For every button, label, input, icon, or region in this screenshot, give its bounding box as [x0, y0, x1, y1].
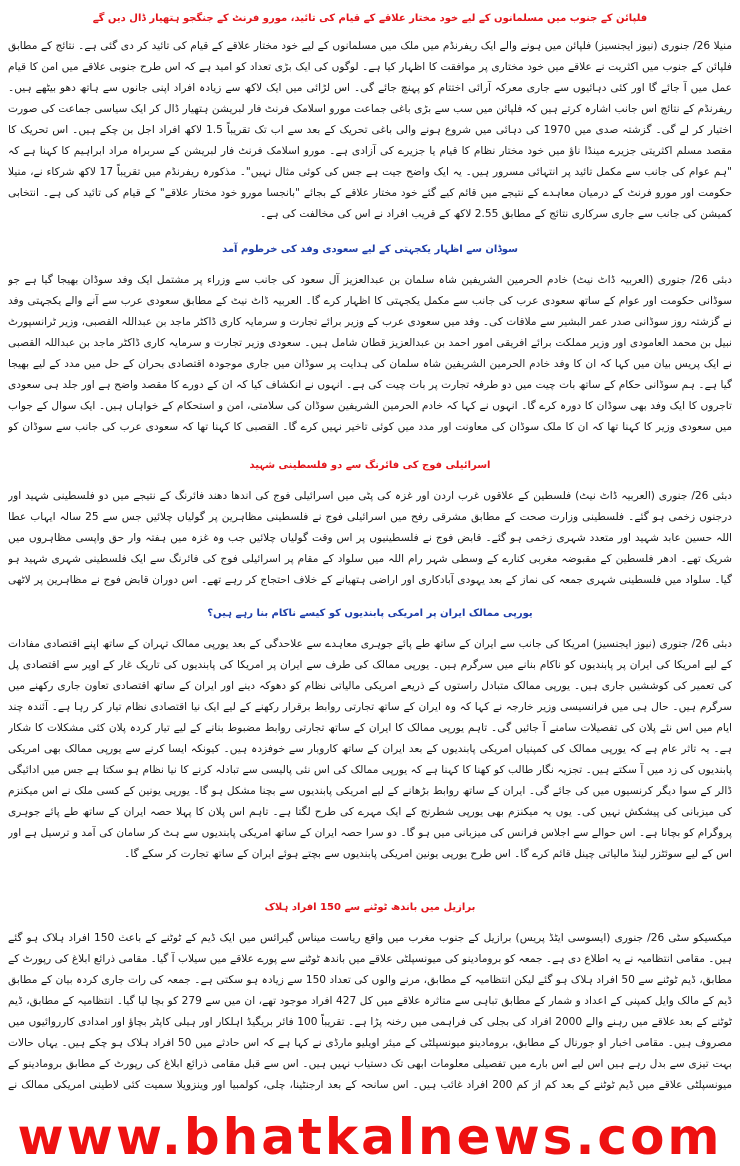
- article-body: دبئی 26/ جنوری (العربیہ ڈاٹ نیٹ) فلسطین کے علاقوں غرب اردن اور غزہ کی پٹی میں اسرائیلی فوج کی اندھا دھند فائرنگ کے نتیجے میں دو فلسطینی شہید اور درجنوں زخمی ہو گئے۔ فلسطینی وزارت صحت کے مطابق مشرقی رفح میں اسرائیلی فوج نے فلسطینی مظاہرین پر گولیاں چلائیں جس سے 25 سالہ ایہاب عطا اللہ حسین عابد شہید اور متعدد شہری زخمی ہو گئے۔ قابض فوج نے فلسطینیوں پر اس وقت گولیاں چلائیں جب وہ غزہ میں ہفتہ وار حق واپسی مظاہروں میں شریک تھے۔ ادھر فلسطین کے مقبوضہ مغربی کنارے کے وسطی شہر رام اللہ میں سلواد کے مقام پر اسرائیلی فوج کی فائرنگ سے ایک فلسطینی شہری شہید ہو گیا۔ سلواد میں فلسطینی شہری جمعہ کی نماز کے بعد یہودی آبادکاری اور اراضی ہتھیانے کے خلاف احتجاج کر رہے تھے۔ اس دوران قابض فوج نے مظاہرین پر لاٹھی: [8, 490, 732, 586]
- article-headline: یورپی ممالک ایران پر امریکی پابندیوں کو کیسے ناکام بنا رہے ہیں؟: [207, 608, 533, 619]
- article-headline: برازیل میں باندھ ٹوٹنے سے 150 افراد ہلاک: [264, 902, 476, 913]
- article-palestine: [0, 448, 740, 592]
- article-headline: سوڈان سے اظہار یکجہتی کے لیے سعودی وفد کی خرطوم آمد: [222, 244, 518, 255]
- article-sudan: [0, 232, 740, 440]
- article-iran-sanctions: [0, 596, 740, 910]
- article-brazil-dam: [0, 890, 740, 1098]
- article-headline: اسرائیلی فوج کی فائرنگ سے دو فلسطینی شہید: [249, 460, 491, 471]
- article-philippines: [0, 4, 740, 224]
- article-body: دبئی 26/ جنوری (نیوز ایجنسیز) امریکا کی جانب سے ایران کے ساتھ طے پائے جوہری معاہدے سے علاحدگی کے بعد یورپی ممالک تہران کے ساتھ اپنے اقتصادی مفادات کے لیے امریکا کی ایران پر پابندیوں کو ناکام بنانے میں سرگرم ہیں۔ یورپی ممالک کی طرف سے ایران پر امریکا کی پابندیوں کی تاریک غار کے اوپر سے اقتصادی پل کی تعمیر کی کوششیں جاری ہیں۔ یورپی ممالک متبادل راستوں کے ذریعے امریکی مالیاتی نظام کو دھوکہ دینے اور ایران کے ساتھ اقتصادی تعاون جاری رکھنے میں سرگرم ہیں۔ حال ہی میں فرانسیسی وزیر خارجہ نے کہا کہ وہ ایران کے ساتھ تجارتی روابط برقرار رکھنے کے لیے ایک نیا اقتصادی نظام تیار کر رہا ہے۔ آئندہ چند ایام میں اس نئے پلان کی تفصیلات سامنے آ جائیں گی۔ تاہم یورپی ممالک کا ایران کے ساتھ تجارتی روابط مضبوط بنانے کے لیے تیار کردہ پلان کئی مشکلات کا شکار ہے۔ یہ تاثر عام ہے کہ یورپی ممالک کی کمپنیاں امریکی پابندیوں کے بعد ایران کے ساتھ کاروبار سے خوفزدہ ہیں۔ کیونکہ ایسا کرنے سے یورپی ممالک بھی امریکی پابندیوں کی زد میں آ سکتے ہیں۔ تجزیہ نگار طالب کو کھنا کا کہنا ہے کہ یورپی ممالک کی اس نئی پالیسی سے تبادلہ کرنے کا نیا نظام ہو سکتا ہے جس میں ادائیگی ڈالر کے سوا دیگر کرنسیوں میں کی جائے گی۔ ایران کے ساتھ روابط بڑھانے کے لیے امریکی پابندیوں سے بچنا مشکل ہو گا۔ یورپی یونین کے کسی ملک نے اس میکنزم کی میزبانی کی پیشکش نہیں کی۔ یوں یہ میکنزم بھی یورپی شطرنج کے ایک مہرے کی طرح لگتا ہے۔ تاہم اس پلان کا پہلا حصہ ایران کے ساتھ طے پائے جوہری پروگرام کو بچانا ہے۔ اس حوالے سے اجلاس فرانس کی میزبانی میں ہو گا۔ دو سرا حصہ ایران کے ساتھ امریکی پابندیوں سے ہٹ کر سامان کی آمد و ترسیل ہے اور اس کے لیے سوئٹزر لینڈ مالیاتی چینل قائم کرے گا۔ اس طرح یورپی یونین امریکی پابندیوں سے بچتے ہوئے ایران کے ساتھ تجارت کر سکے گا۔: [8, 638, 732, 860]
- article-body: منیلا 26/ جنوری (نیوز ایجنسیز) فلپائن میں ہونے والے ایک ریفرنڈم میں ملک میں مسلمانوں کے لیے خود مختار علاقے کے قیام کی تائید کر دی گئی ہے۔ نتائج کے مطابق فلپائن کے جنوب میں اکثریت نے علاقے میں خود مختاری پر موافقت کا اظہار کیا ہے۔ لوگوں کی ایک بڑی تعداد کو امید ہے کہ اس طرح جنوبی علاقے میں امن کا قیام عمل میں آ جائے گا اور کئی دہائیوں سے جاری معرکہ آرائی اختتام کو پہنچ جائے گی۔ اس لڑائی میں ایک لاکھ سے زیادہ افراد اپنی جانوں سے ہاتھ دھو بیٹھے ہیں۔ ریفرنڈم کے نتائج اس جانب اشارہ کرتے ہیں کہ فلپائن میں سب سے بڑی باغی جماعت مورو اسلامک فرنٹ فار لبریشن ہتھیار ڈال کر ایک سیاسی جماعت کی صورت اختیار کر لے گی۔ گزشتہ صدی میں 1970 کی دہائی میں شروع ہونے والی باغی تحریک کے بعد سے اب تک تقریباً 1.5 لاکھ افراد اجل بن چکے ہیں۔ اس تحریک کا مقصد مسلم اکثریتی جزیرے مینڈا ناؤ میں خود مختار نظام کا قیام یا جزیرے کی آزادی ہے۔ مورو اسلامک فرنٹ فار لبریشن کے سربراہ مراد ابراہیم کا کہنا ہے کہ "ہم عوام کی جانب سے مکمل تائید پر انتہائی مسرور ہیں۔ یہ ایک واضح جیت ہے جس کی کوئی مثال نہیں"۔ مذکورہ ریفرنڈم میں تقریباً 17 لاکھ شرکاء نے، منیلا حکومت اور مورو فرنٹ کے درمیان معاہدے کے نتیجے میں قائم کیے گئے خود مختار علاقے کے بجائے "بانجسا مورو خود مختار علاقے" کے قیام کی تائید کی ہے۔ انتخابی کمیشن کی جانب سے جاری سرکاری نتائج کے مطابق 2.55 لاکھ کے قریب افراد نے اس کی مخالفت کی ہے۔: [8, 40, 732, 220]
- website-footer[interactable]: www.bhatkalnews.com: [17, 1108, 723, 1166]
- article-body: دبئی 26/ جنوری (العربیہ ڈاٹ نیٹ) خادم الحرمین الشریفین شاہ سلمان بن عبدالعزیز آل سعود کی جانب سے وزراء پر مشتمل ایک وفد سوڈان بھیجا گیا ہے جو سوڈانی حکومت اور عوام کے ساتھ سعودی عرب کی جانب سے مکمل یکجہتی کا اظہار کرے گا۔ العربیہ ڈاٹ نیٹ کے مطابق سعودی عرب سے آنے والے یکجہتی وفد نے گزشتہ روز سوڈانی صدر عمر البشیر سے ملاقات کی۔ وفد میں سعودی عرب کے وزیر برائے تجارت و سرمایہ کاری ڈاکٹر ماجد بن عبداللہ القصبی، وزیر ٹرانسپورٹ نبیل بن محمد العامودی اور وزیر مملکت برائے افریقی امور احمد بن عبدالعزیز قطان شامل ہیں۔ سعودی وزیر تجارت و سرمایہ کاری ڈاکٹر ماجد بن عبداللہ القصبی نے ایک پریس بیان میں کہا کہ ان کا وفد خادم الحرمین الشریفین شاہ سلمان کی ہدایت پر سوڈان میں جاری موجودہ اقتصادی بحران کے حل میں مدد کے لیے بھیجا گیا ہے۔ ہم سوڈانی حکام کے ساتھ بات چیت میں دو طرفہ تجارت پر بات چیت کی ہے۔ انہوں نے انکشاف کیا کہ ان کے دورے کا مقصد واضح ہے اور جلد ہی سعودی تاجروں کا ایک وفد بھی سوڈان کا دورہ کرے گا۔ انہوں نے کہا کہ خادم الحرمین الشریفین سوڈان کی سلامتی، امن و استحکام کے خواہاں ہیں۔ ایک سوال کے جواب میں سعودی وزیر کا کہنا تھا کہ ان کا ملک سوڈان کی معاونت اور مدد میں کوئی تاخیر نہیں کرے گا۔ القصبی کا کہنا تھا کہ سعودی عرب کی جانب سے سوڈان کو: [8, 274, 732, 433]
- article-headline: فلپائن کے جنوب میں مسلمانوں کے لیے خود مختار علاقے کے قیام کی تائید، مورو فرنٹ کے جنگجو ہتھیار ڈال دیں گے: [92, 13, 648, 24]
- article-body: میکسیکو سٹی 26/ جنوری (ایسوسی ایٹڈ پریس) برازیل کے جنوب مغرب میں واقع ریاست میناس گیرائس میں ایک ڈیم کے ٹوٹنے کے باعث 150 افراد ہلاک ہو گئے ہیں۔ مقامی انتظامیہ نے یہ اطلاع دی ہے۔ جمعہ کو برومادینو کی میونسپلٹی علاقے میں باندھ ٹوٹنے سے پورے علاقے میں سیلاب آ گیا۔ مقامی ذرائع ابلاغ کی رپورٹ کے مطابق، ڈیم ٹوٹنے سے 50 افراد ہلاک ہو گئے لیکن انتظامیہ کے مطابق، مرنے والوں کی تعداد 150 سے زیادہ ہو سکتی ہے۔ جمعہ کی رات جاری کردہ بیان کے مطابق ڈیم کے مالک وایل کمپنی کے اعداد و شمار کے مطابق تباہی سے متاثرہ علاقے میں کل 427 افراد موجود تھے، ان میں سے 279 کو بچا لیا گیا۔ انتظامیہ کے مطابق، ڈیم ٹوٹنے کے بعد علاقے میں رہنے والے 2000 افراد کی بجلی کی فراہمی میں رخنہ پڑا ہے۔ تقریباً 100 فائر بریگیڈ اہلکار اور ہیلی کاپٹر بچاؤ اور امدادی کارروائیوں میں مصروف ہیں۔ مقامی اخبار او جورنال کے مطابق، برومادینو میونسپلٹی کے میئر اویلیو مارڈی نے کہا ہے کہ اس حادثے میں 50 افراد ہلاک ہو چکے ہیں۔ یہاں حالات بہت تیزی سے بدل رہے ہیں اس لیے اس بارے میں تفصیلی معلومات ابھی تک دستیاب نہیں ہیں۔ اس سے قبل مقامی ذرائع ابلاغ کی رپورٹ کے مطابق برومادینو کے میونسپلٹی علاقے میں ڈیم ٹوٹنے کے بعد کم از کم 200 افراد غائب ہیں۔ اس سانحہ کے بعد ارجنٹینا، چلی، کولمبیا اور وینزویلا سمیت کئی لاطینی امریکی ممالک نے: [8, 932, 732, 1091]
